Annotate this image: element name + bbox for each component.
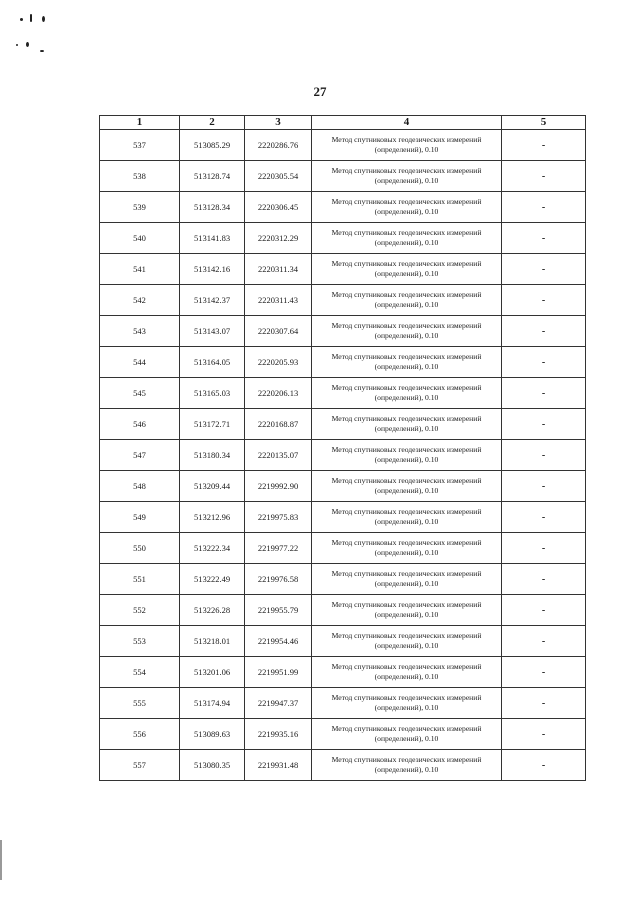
- table-row: [100, 223, 586, 254]
- x-coordinate-cell: 513141.83: [180, 223, 245, 254]
- method-cell: Метод спутниковых геодезических измерений (определений), 0.10: [312, 192, 502, 223]
- x-coordinate-cell: 513222.49: [180, 564, 245, 595]
- y-coordinate-cell: 2220312.29: [245, 223, 312, 254]
- table-row: [100, 657, 586, 688]
- note-cell: -: [502, 750, 586, 781]
- method-cell: Метод спутниковых геодезических измерений (определений), 0.10: [312, 254, 502, 285]
- method-cell: Метод спутниковых геодезических измерений (определений), 0.10: [312, 657, 502, 688]
- x-coordinate-cell: 513212.96: [180, 502, 245, 533]
- y-coordinate-cell: 2220135.07: [245, 440, 312, 471]
- point-number-cell: 538: [100, 161, 180, 192]
- y-coordinate-cell: 2220307.64: [245, 316, 312, 347]
- column-header-3: 3: [245, 116, 312, 130]
- point-number-cell: 551: [100, 564, 180, 595]
- table-row: [100, 192, 586, 223]
- table-row: [100, 440, 586, 471]
- table-row: [100, 161, 586, 192]
- page-number: 27: [313, 84, 327, 99]
- scan-edge-mark: [0, 840, 2, 880]
- column-header-4: 4: [312, 116, 502, 130]
- point-number-cell: 542: [100, 285, 180, 316]
- x-coordinate-cell: 513142.37: [180, 285, 245, 316]
- note-cell: -: [502, 254, 586, 285]
- point-number-cell: 546: [100, 409, 180, 440]
- method-cell: Метод спутниковых геодезических измерений (определений), 0.10: [312, 347, 502, 378]
- coordinates-table: [99, 115, 586, 781]
- method-cell: Метод спутниковых геодезических измерений (определений), 0.10: [312, 750, 502, 781]
- y-coordinate-cell: 2220305.54: [245, 161, 312, 192]
- x-coordinate-cell: 513085.29: [180, 130, 245, 161]
- note-cell: -: [502, 161, 586, 192]
- table-row: [100, 595, 586, 626]
- table-row: [100, 688, 586, 719]
- table-row: [100, 347, 586, 378]
- table-row: [100, 130, 586, 161]
- method-cell: Метод спутниковых геодезических измерений (определений), 0.10: [312, 409, 502, 440]
- table-row: [100, 750, 586, 781]
- y-coordinate-cell: 2219976.58: [245, 564, 312, 595]
- point-number-cell: 557: [100, 750, 180, 781]
- y-coordinate-cell: 2219951.99: [245, 657, 312, 688]
- point-number-cell: 556: [100, 719, 180, 750]
- scan-specks: [14, 8, 54, 58]
- y-coordinate-cell: 2220205.93: [245, 347, 312, 378]
- method-cell: Метод спутниковых геодезических измерений (определений), 0.10: [312, 595, 502, 626]
- x-coordinate-cell: 513222.34: [180, 533, 245, 564]
- point-number-cell: 547: [100, 440, 180, 471]
- note-cell: -: [502, 440, 586, 471]
- table-row: [100, 564, 586, 595]
- point-number-cell: 554: [100, 657, 180, 688]
- y-coordinate-cell: 2219975.83: [245, 502, 312, 533]
- note-cell: -: [502, 409, 586, 440]
- y-coordinate-cell: 2220168.87: [245, 409, 312, 440]
- method-cell: Метод спутниковых геодезических измерений (определений), 0.10: [312, 223, 502, 254]
- y-coordinate-cell: 2220311.34: [245, 254, 312, 285]
- point-number-cell: 550: [100, 533, 180, 564]
- table-row: [100, 285, 586, 316]
- table-row: [100, 626, 586, 657]
- method-cell: Метод спутниковых геодезических измерений (определений), 0.10: [312, 564, 502, 595]
- column-header-2: 2: [180, 116, 245, 130]
- point-number-cell: 537: [100, 130, 180, 161]
- y-coordinate-cell: 2219977.22: [245, 533, 312, 564]
- point-number-cell: 541: [100, 254, 180, 285]
- x-coordinate-cell: 513218.01: [180, 626, 245, 657]
- note-cell: -: [502, 564, 586, 595]
- table-body: [100, 130, 586, 781]
- table-row: [100, 502, 586, 533]
- table-row: [100, 316, 586, 347]
- note-cell: -: [502, 626, 586, 657]
- method-cell: Метод спутниковых геодезических измерений (определений), 0.10: [312, 316, 502, 347]
- y-coordinate-cell: 2220311.43: [245, 285, 312, 316]
- point-number-cell: 539: [100, 192, 180, 223]
- x-coordinate-cell: 513164.05: [180, 347, 245, 378]
- method-cell: Метод спутниковых геодезических измерений (определений), 0.10: [312, 285, 502, 316]
- x-coordinate-cell: 513165.03: [180, 378, 245, 409]
- method-cell: Метод спутниковых геодезических измерений (определений), 0.10: [312, 440, 502, 471]
- x-coordinate-cell: 513089.63: [180, 719, 245, 750]
- x-coordinate-cell: 513226.28: [180, 595, 245, 626]
- table-row: [100, 254, 586, 285]
- note-cell: -: [502, 595, 586, 626]
- note-cell: -: [502, 130, 586, 161]
- y-coordinate-cell: 2219954.46: [245, 626, 312, 657]
- note-cell: -: [502, 347, 586, 378]
- y-coordinate-cell: 2219931.48: [245, 750, 312, 781]
- note-cell: -: [502, 285, 586, 316]
- method-cell: Метод спутниковых геодезических измерений (определений), 0.10: [312, 130, 502, 161]
- method-cell: Метод спутниковых геодезических измерений (определений), 0.10: [312, 626, 502, 657]
- point-number-cell: 549: [100, 502, 180, 533]
- x-coordinate-cell: 513128.34: [180, 192, 245, 223]
- x-coordinate-cell: 513172.71: [180, 409, 245, 440]
- note-cell: -: [502, 502, 586, 533]
- x-coordinate-cell: 513128.74: [180, 161, 245, 192]
- point-number-cell: 544: [100, 347, 180, 378]
- point-number-cell: 552: [100, 595, 180, 626]
- point-number-cell: 543: [100, 316, 180, 347]
- x-coordinate-cell: 513080.35: [180, 750, 245, 781]
- point-number-cell: 553: [100, 626, 180, 657]
- point-number-cell: 540: [100, 223, 180, 254]
- point-number-cell: 555: [100, 688, 180, 719]
- method-cell: Метод спутниковых геодезических измерений (определений), 0.10: [312, 688, 502, 719]
- x-coordinate-cell: 513174.94: [180, 688, 245, 719]
- note-cell: -: [502, 378, 586, 409]
- point-number-cell: 548: [100, 471, 180, 502]
- table-row: [100, 409, 586, 440]
- y-coordinate-cell: 2219935.16: [245, 719, 312, 750]
- y-coordinate-cell: 2220286.76: [245, 130, 312, 161]
- note-cell: -: [502, 657, 586, 688]
- method-cell: Метод спутниковых геодезических измерений (определений), 0.10: [312, 719, 502, 750]
- note-cell: -: [502, 192, 586, 223]
- point-number-cell: 545: [100, 378, 180, 409]
- x-coordinate-cell: 513209.44: [180, 471, 245, 502]
- x-coordinate-cell: 513142.16: [180, 254, 245, 285]
- method-cell: Метод спутниковых геодезических измерений (определений), 0.10: [312, 378, 502, 409]
- x-coordinate-cell: 513180.34: [180, 440, 245, 471]
- y-coordinate-cell: 2219947.37: [245, 688, 312, 719]
- y-coordinate-cell: 2219992.90: [245, 471, 312, 502]
- method-cell: Метод спутниковых геодезических измерений (определений), 0.10: [312, 502, 502, 533]
- column-header-5: 5: [502, 116, 586, 130]
- note-cell: -: [502, 719, 586, 750]
- note-cell: -: [502, 471, 586, 502]
- y-coordinate-cell: 2220306.45: [245, 192, 312, 223]
- table-row: [100, 533, 586, 564]
- table-row: [100, 471, 586, 502]
- x-coordinate-cell: 513143.07: [180, 316, 245, 347]
- note-cell: -: [502, 533, 586, 564]
- note-cell: -: [502, 316, 586, 347]
- method-cell: Метод спутниковых геодезических измерений (определений), 0.10: [312, 533, 502, 564]
- y-coordinate-cell: 2219955.79: [245, 595, 312, 626]
- column-header-1: 1: [100, 116, 180, 130]
- note-cell: -: [502, 223, 586, 254]
- table-row: [100, 378, 586, 409]
- x-coordinate-cell: 513201.06: [180, 657, 245, 688]
- method-cell: Метод спутниковых геодезических измерений (определений), 0.10: [312, 471, 502, 502]
- table-row: [100, 719, 586, 750]
- method-cell: Метод спутниковых геодезических измерений (определений), 0.10: [312, 161, 502, 192]
- table-header-row: [100, 116, 586, 130]
- y-coordinate-cell: 2220206.13: [245, 378, 312, 409]
- note-cell: -: [502, 688, 586, 719]
